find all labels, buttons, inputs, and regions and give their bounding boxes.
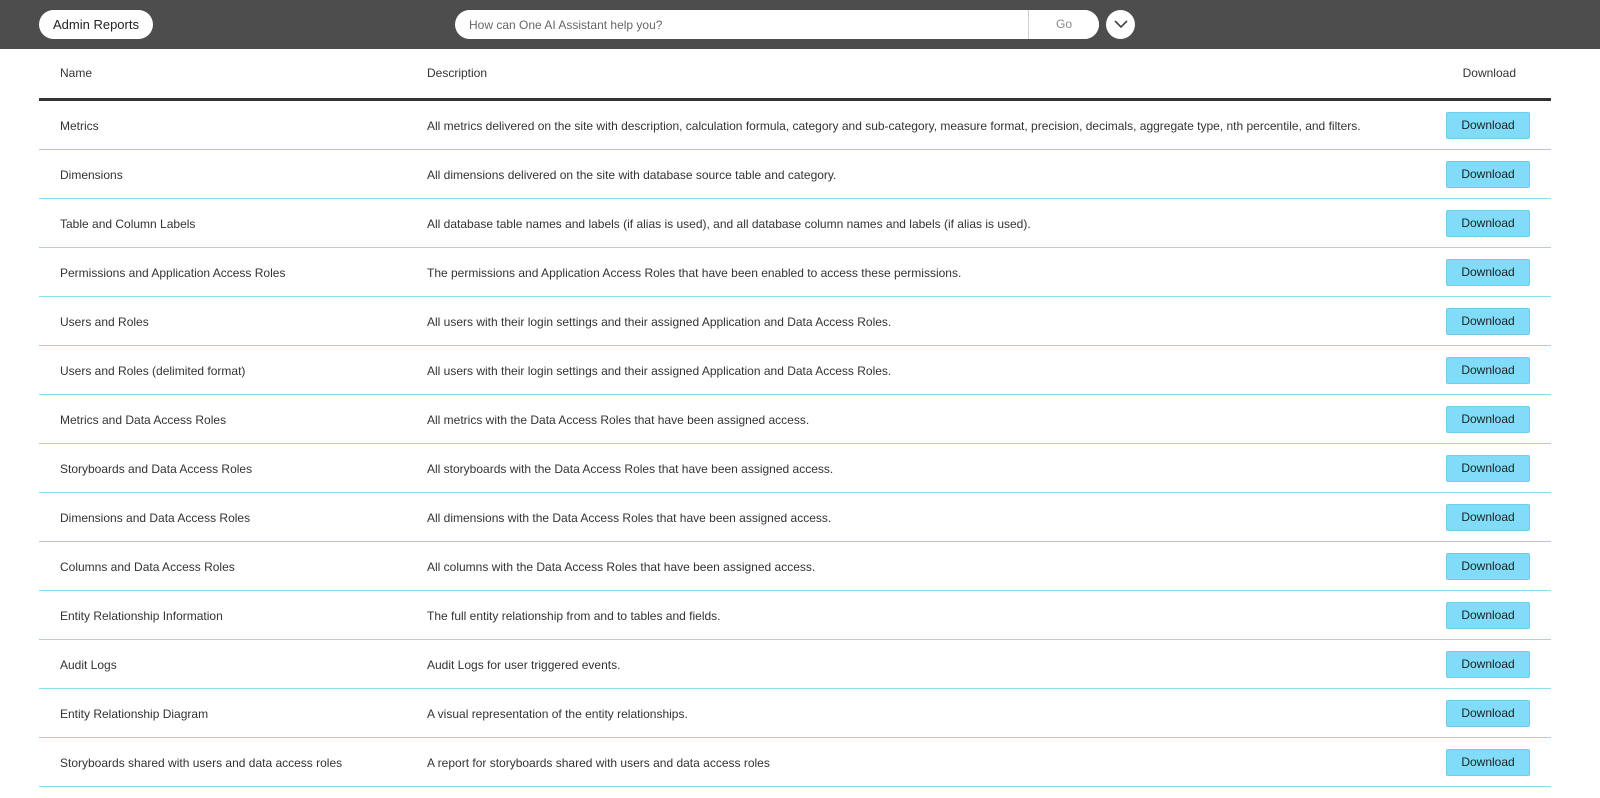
download-button[interactable]: Download <box>1446 357 1530 384</box>
report-description: The permissions and Application Access Roles that have been enabled to access these permissions. <box>427 266 962 280</box>
report-name: Users and Roles <box>60 315 149 329</box>
report-description: A visual representation of the entity relationships. <box>427 707 688 721</box>
admin-reports-table <box>39 49 1551 787</box>
report-description: All users with their login settings and their assigned Application and Data Access Roles. <box>427 364 892 378</box>
column-header-description: Description <box>427 66 488 80</box>
download-button[interactable]: Download <box>1446 308 1530 335</box>
report-name: Dimensions and Data Access Roles <box>60 511 251 525</box>
table-row <box>39 150 1551 199</box>
table-row <box>39 591 1551 640</box>
table-row <box>39 493 1551 542</box>
table-row <box>39 689 1551 738</box>
table-row <box>39 248 1551 297</box>
report-name: Storyboards shared with users and data access roles <box>60 756 343 770</box>
report-description: All users with their login settings and their assigned Application and Data Access Roles. <box>427 315 892 329</box>
table-row <box>39 542 1551 591</box>
report-name: Permissions and Application Access Roles <box>60 266 286 280</box>
search-input[interactable] <box>455 10 1028 39</box>
report-description: All storyboards with the Data Access Roles that have been assigned access. <box>427 462 834 476</box>
table-row <box>39 738 1551 787</box>
go-button[interactable]: Go <box>1028 10 1099 39</box>
page-title[interactable]: Admin Reports <box>39 10 153 39</box>
report-description: All metrics with the Data Access Roles that have been assigned access. <box>427 413 810 427</box>
report-name: Table and Column Labels <box>60 217 196 231</box>
menu-toggle-button[interactable] <box>1106 10 1135 39</box>
report-description: Audit Logs for user triggered events. <box>427 658 621 672</box>
top-bar <box>0 0 1600 49</box>
table-row <box>39 395 1551 444</box>
table-row <box>39 297 1551 346</box>
report-name: Columns and Data Access Roles <box>60 560 235 574</box>
download-button[interactable]: Download <box>1446 651 1530 678</box>
report-name: Entity Relationship Diagram <box>60 707 209 721</box>
report-name: Audit Logs <box>60 658 117 672</box>
download-button[interactable]: Download <box>1446 406 1530 433</box>
download-button[interactable]: Download <box>1446 455 1530 482</box>
report-name: Dimensions <box>60 168 123 182</box>
report-name: Users and Roles (delimited format) <box>60 364 246 378</box>
report-description: All dimensions delivered on the site with database source table and category. <box>427 168 837 182</box>
download-button[interactable]: Download <box>1446 259 1530 286</box>
column-header-name: Name <box>60 66 93 80</box>
download-button[interactable]: Download <box>1446 749 1530 776</box>
table-header <box>39 49 1551 101</box>
download-button[interactable]: Download <box>1446 700 1530 727</box>
report-name: Storyboards and Data Access Roles <box>60 462 253 476</box>
download-button[interactable]: Download <box>1446 602 1530 629</box>
report-description: A report for storyboards shared with users and data access roles <box>427 756 770 770</box>
report-name: Metrics and Data Access Roles <box>60 413 227 427</box>
download-button[interactable]: Download <box>1446 553 1530 580</box>
report-name: Entity Relationship Information <box>60 609 223 623</box>
download-button[interactable]: Download <box>1446 161 1530 188</box>
report-description: All metrics delivered on the site with description, calculation formula, category and sub-category, measure format, precision, decimals, aggregate type, nth percentile, and filters. <box>427 119 1361 133</box>
table-row <box>39 444 1551 493</box>
download-button[interactable]: Download <box>1446 210 1530 237</box>
table-row <box>39 640 1551 689</box>
report-description: The full entity relationship from and to tables and fields. <box>427 609 721 623</box>
download-button[interactable]: Download <box>1446 504 1530 531</box>
table-row <box>39 101 1551 150</box>
column-header-download: Download <box>1462 66 1516 80</box>
download-button[interactable]: Download <box>1446 112 1530 139</box>
table-row <box>39 199 1551 248</box>
report-description: All columns with the Data Access Roles that have been assigned access. <box>427 560 816 574</box>
table-body <box>39 101 1551 787</box>
search-bar <box>455 10 1099 39</box>
table-row <box>39 346 1551 395</box>
report-name: Metrics <box>60 119 99 133</box>
report-description: All database table names and labels (if alias is used), and all database column names and labels (if alias is used). <box>427 217 1031 231</box>
chevron-down-icon <box>1114 20 1128 29</box>
report-description: All dimensions with the Data Access Roles that have been assigned access. <box>427 511 832 525</box>
